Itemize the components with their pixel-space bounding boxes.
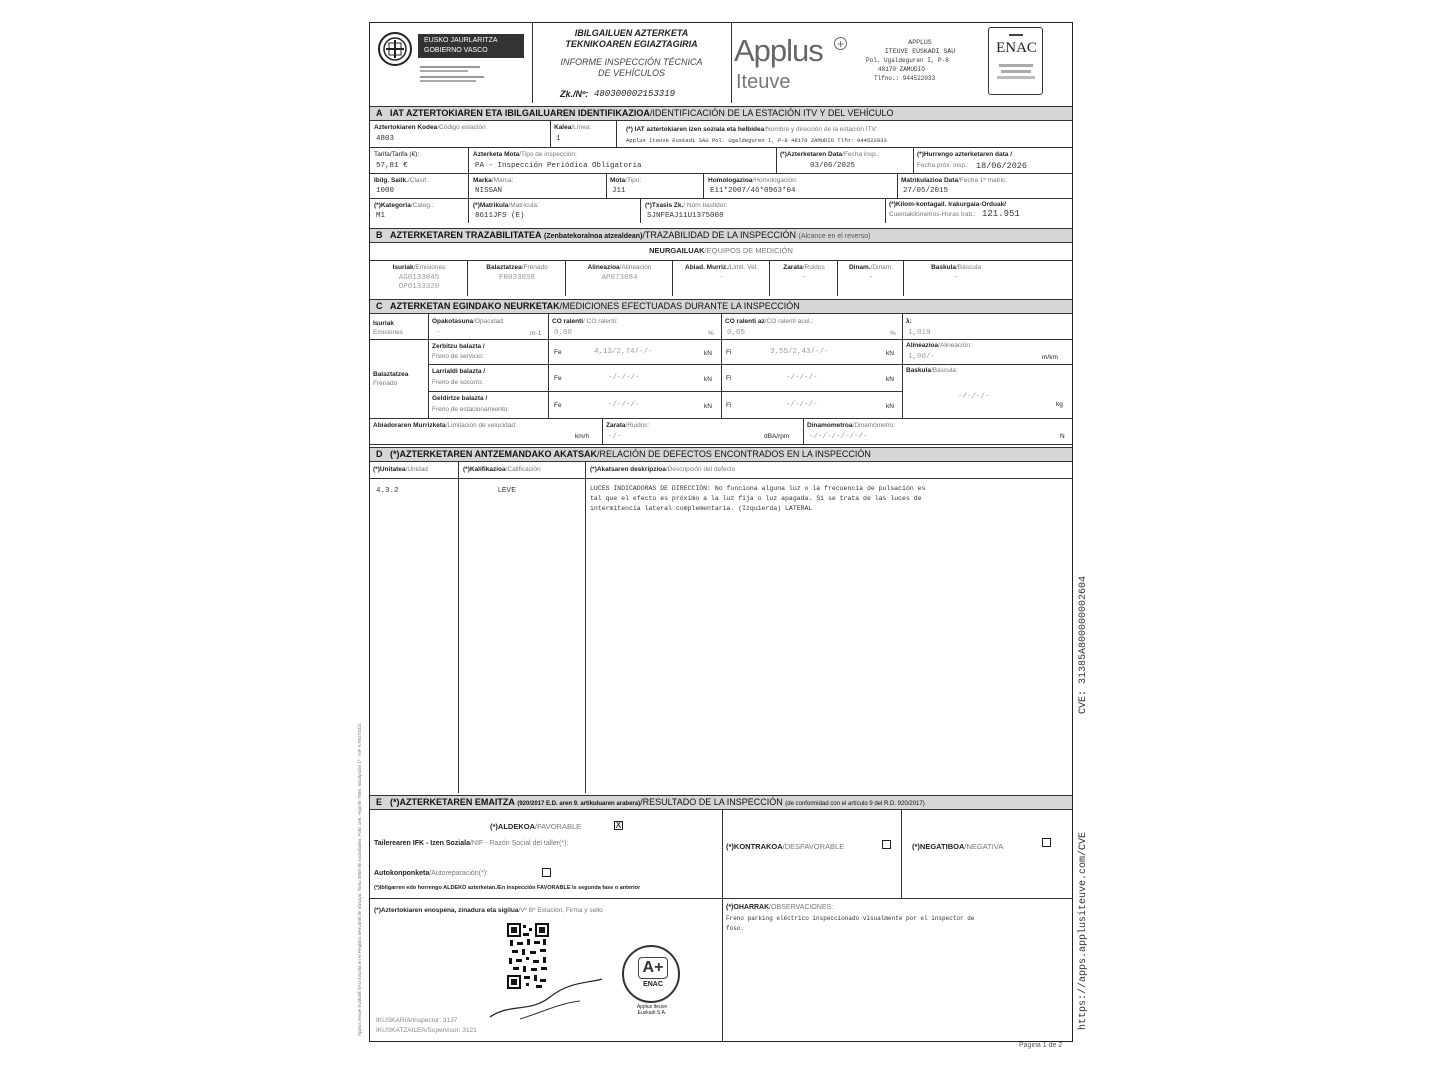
report-title-block bbox=[532, 23, 731, 103]
scale-label: Baskula/Báscula: bbox=[906, 367, 958, 374]
homologation: E11*2007/46*0963*04 bbox=[710, 187, 796, 195]
category-label: (*)Kategoria/Categ.: bbox=[374, 202, 434, 209]
company-line-3: Pol. Ugaldeguren I, P-8 bbox=[866, 57, 949, 64]
odometer-label: (*)Kilom-kontagail. Irakurgaia-Orduak/ bbox=[889, 201, 1007, 208]
opacity-unit: m-1 bbox=[530, 330, 542, 337]
section-c-letter: C bbox=[376, 301, 383, 311]
stamp-sub-text: Applus Iteuve Euskadi S.A. bbox=[636, 1004, 668, 1016]
speed-limiter-unit: km/h bbox=[575, 433, 590, 440]
equipment-value: FR033058 bbox=[498, 274, 535, 282]
next-date-label-es: Fecha próx. insp.: bbox=[917, 162, 969, 169]
opacity-label: Opakotasuna/Opacidad: bbox=[432, 318, 505, 325]
section-e-title: (*)AZTERKETAREN EMAITZA bbox=[390, 797, 515, 807]
parking-brake-label-es: Freno de estacionamiento: bbox=[432, 406, 509, 413]
negative-label: (*)NEGATIBOA/NEGATIVA bbox=[912, 842, 1004, 851]
fee-label: Tarifa/Tarifa (€): bbox=[374, 151, 420, 158]
homologation-label: Homologazioa/Homologación: bbox=[708, 177, 798, 184]
brakes-label: Balaztatzea bbox=[373, 371, 409, 378]
section-a-title: IAT AZTERTOKIAREN ETA IBILGAILUAREN IDENTIFIKAZIOA bbox=[390, 108, 650, 118]
defect-description-3: intermitencia lateral complementaria. (Izquierda) LATERAL bbox=[590, 505, 813, 512]
url-text: https://apps.applusiteuve.com/CVE bbox=[1078, 831, 1089, 1030]
section-a-header bbox=[370, 106, 1072, 121]
self-repair-label: Autokonponketa/Autoreparación(*): bbox=[374, 870, 488, 877]
gov-department-lines bbox=[420, 64, 490, 90]
noise-unit: dBA/rpm bbox=[764, 433, 790, 440]
station-code: 4803 bbox=[376, 135, 395, 143]
self-repair-checkbox[interactable] bbox=[542, 868, 551, 877]
equipment-value: - bbox=[953, 274, 959, 282]
next-date-label: (*)Hurrengo azterketaren data / bbox=[917, 151, 1012, 158]
section-e-title-note: (de conformidad con el artículo 9 del R.D. 920/2017) bbox=[785, 801, 925, 807]
inspector-label: IKUSKARIA/Inspector: 3137 bbox=[376, 1017, 458, 1024]
title-eu-1: IBILGAILUEN AZTERKETA bbox=[574, 28, 689, 38]
title-es-2: DE VEHÍCULOS bbox=[597, 68, 666, 78]
speed-limiter-label: Abiadoraren Murrizketa/Limitación de velocidad: bbox=[373, 422, 517, 429]
report-number-label: Zk./Nº: bbox=[560, 89, 589, 99]
side-url bbox=[1078, 770, 1092, 1030]
side-legal-text bbox=[357, 436, 365, 1036]
equipment-value: - bbox=[868, 274, 874, 282]
parking-fi-unit: kN bbox=[886, 403, 894, 410]
emergency-fi-unit: kN bbox=[886, 376, 894, 383]
emergency-fe-value: -/-/-/- bbox=[608, 374, 640, 382]
station-code-label: Aztertokiaren Kodea/Código estación: bbox=[374, 124, 488, 131]
defect-row bbox=[370, 485, 1072, 521]
registration-date-label: Matrikulazioa Data/Fecha 1ª matric. bbox=[901, 177, 1008, 184]
favorable-checkbox[interactable]: X bbox=[615, 821, 622, 831]
co-fast-value: 0,05 bbox=[727, 329, 746, 337]
header bbox=[370, 23, 1072, 103]
unfavorable-label: (*)KONTRAKOA/DESFAVORABLE bbox=[726, 842, 845, 851]
emissions-label: Isuriak bbox=[373, 320, 394, 327]
scale-unit: kg bbox=[1056, 401, 1063, 408]
line-value: 1 bbox=[556, 135, 561, 143]
inspection-date: 03/06/2025 bbox=[810, 162, 856, 170]
service-fi-label: Fi bbox=[726, 349, 732, 356]
equipment-label: Zarata/Ruidos bbox=[783, 264, 825, 271]
side-cve bbox=[1078, 534, 1092, 714]
workshop-label: Tailerearen IFK - Izen Soziala/NIF - Razón Social del taller(*): bbox=[374, 840, 569, 847]
applus-logo bbox=[734, 33, 854, 95]
co-idle-label: CO ralenti/ CO ralenti: bbox=[552, 318, 618, 325]
observations-label: (*)OHARRAK/OBSERVACIONES: bbox=[726, 904, 834, 911]
defect-description-2: tal que el efecto es próximo a la luz fija o luz apagada. Si se trata de las luces de bbox=[590, 495, 922, 502]
self-repair-note: (*)Ibilgarren edo horrengo ALDEKO azterketan./En inspección FAVORABLE ls segunda fase o anterior bbox=[374, 885, 641, 891]
stamp-label: (*)Aztertokiaren enospena, zinadura eta sigilua/Vº Bº Estación, Firma y sello bbox=[374, 907, 603, 914]
emergency-fi-label: Fi bbox=[726, 375, 732, 382]
parking-fi-value: -/-/-/- bbox=[786, 401, 818, 409]
inspection-report-page bbox=[369, 22, 1073, 1049]
service-fi-unit: kN bbox=[886, 350, 894, 357]
section-d-title: (*)AZTERKETAREN ANTZEMANDAKO AKATSAK bbox=[390, 449, 597, 459]
defect-description-1: LUCES INDICADORAS DE DIRECCIÓN: No funciona alguna luz o la frecuencia de pulsación es bbox=[590, 485, 926, 492]
dyno-value: -/-/-/-/-/-/- bbox=[809, 433, 868, 441]
section-b-header bbox=[370, 228, 1072, 243]
equipment-title: NEURGAILUAK/EQUIPOS DE MEDICIÓN bbox=[649, 246, 793, 255]
section-b-title-mid: (Zenbatekoralnoa atzealdean) bbox=[544, 233, 643, 240]
equipment-cell bbox=[904, 260, 1008, 296]
fee-value: 57,81 € bbox=[376, 162, 408, 170]
report-number: 480300002153319 bbox=[594, 89, 676, 99]
parking-fe-unit: kN bbox=[704, 403, 712, 410]
parking-brake-label: Geldirtze balazta / bbox=[432, 395, 488, 402]
brand-main: Applus bbox=[734, 33, 823, 68]
station-name-label: (*) IAT aztertokiaren izen soziala eta helbidea/Nombre y dirección de la estación ITV: bbox=[626, 126, 878, 133]
company-line-4: 48170 ZAMUDIO bbox=[878, 66, 925, 73]
co-idle-unit: % bbox=[708, 330, 714, 337]
inspection-form bbox=[369, 22, 1073, 1042]
section-a-title-es: /IDENTIFICACIÓN DE LA ESTACIÓN ITV Y DEL VEHÍCULO bbox=[649, 108, 894, 118]
brand-sub: Iteuve bbox=[736, 71, 791, 93]
gov-logo bbox=[376, 28, 532, 98]
section-e-title-mid: (920/2017 E.D. aren 9. artikuluaren arabera) bbox=[517, 801, 641, 807]
co-fast-label: CO ralenti az/CO ralenti acel.: bbox=[725, 318, 814, 325]
title-eu-2: TEKNIKOAREN EGIAZTAGIRIA bbox=[565, 39, 698, 49]
brakes-label-es: Frenado bbox=[373, 380, 398, 387]
dyno-unit: N bbox=[1060, 433, 1065, 440]
alignment-unit: m/km bbox=[1042, 354, 1058, 361]
title-es-1: INFORME INSPECCIÓN TÉCNICA bbox=[560, 57, 703, 67]
model-label: Mota/Tipo: bbox=[610, 177, 642, 184]
model: J11 bbox=[612, 187, 626, 195]
equipment-cell bbox=[838, 260, 904, 296]
odometer: 121.951 bbox=[982, 209, 1020, 219]
scale-value: -/-/-/- bbox=[958, 393, 990, 401]
co-idle-value: 0,00 bbox=[554, 329, 573, 337]
company-line-1: APPLUS bbox=[908, 39, 932, 46]
equipment-label: Alineazioa/Alineación bbox=[587, 264, 652, 271]
equipment-cell bbox=[770, 260, 838, 296]
next-date: 18/06/2026 bbox=[976, 161, 1028, 171]
plate: 8611JFS (E) bbox=[475, 212, 525, 220]
alignment-label: Alineazioa/Alineación: bbox=[906, 342, 972, 349]
equipment-label: Balaztatzea/Frenado bbox=[486, 264, 548, 271]
category: M1 bbox=[376, 212, 386, 220]
crown-icon bbox=[1009, 30, 1023, 36]
col-desc-header: (*)Akatsaren deskripzioa/Descripción del defecto bbox=[590, 466, 736, 473]
section-a-letter: A bbox=[376, 108, 383, 118]
equipment-value: AP073084 bbox=[601, 274, 638, 282]
noise-value: -/- bbox=[608, 433, 622, 441]
plus-icon: + bbox=[834, 37, 847, 50]
co-fast-unit: % bbox=[890, 330, 896, 337]
gov-name-box bbox=[418, 34, 524, 58]
defect-unit: 4.3.2 bbox=[376, 487, 399, 495]
make-label: Marka/Marca: bbox=[473, 177, 514, 184]
dyno-label: Dinamometroa/Dinamómetro: bbox=[807, 422, 896, 429]
col-rating-header: (*)Kalifikazioa/Calificación bbox=[463, 466, 541, 473]
line-label: Kalea/Línea: bbox=[554, 124, 592, 131]
emissions-label-es: Emisiones bbox=[373, 329, 403, 336]
section-b-title: AZTERKETAREN TRAZABILITATEA bbox=[390, 230, 542, 240]
section-c-title: AZTERKETAN EGINDAKO NEURKETAK bbox=[390, 301, 560, 311]
plate-label: (*)Matrikula/Matrícula: bbox=[473, 202, 539, 209]
section-e-title-es: /RESULTADO DE LA INSPECCIÓN bbox=[640, 797, 783, 807]
inspection-type-label: Azterketa Mota/Tipo de inspección: bbox=[473, 151, 577, 158]
section-d-header bbox=[370, 447, 1072, 462]
parking-fi-label: Fi bbox=[726, 402, 732, 409]
section-b-title-note: (Alcance en el reverso) bbox=[798, 233, 871, 240]
emergency-brake-label-es: Freno de socorro: bbox=[432, 379, 484, 386]
section-e-header bbox=[370, 795, 1072, 810]
legal-text: Applus Iteuve Euskadi SAU inscrita en el Registro Mercantil de Vizcaya, Tomo 3858 de sociedades, Folio 166, Hoja BI-7666, Inscripción 1ª · NIF A-95273311 bbox=[357, 723, 362, 1036]
section-c-title-es: /MEDICIONES EFECTUADAS DURANTE LA INSPECCIÓN bbox=[559, 301, 800, 311]
section-e-letter: E bbox=[376, 797, 383, 807]
alignment-value: 1,00/- bbox=[908, 353, 936, 361]
supervisor-label: IKUSKATZAILEA/Supervisor: 3121 bbox=[376, 1027, 477, 1034]
section-d-title-es: /RELACIÓN DE DEFECTOS ENCONTRADOS EN LA INSPECCIÓN bbox=[596, 449, 871, 459]
gov-line-1: EUSKO JAURLARITZA bbox=[424, 37, 498, 44]
noise-label: Zarata/Ruidos: bbox=[606, 422, 650, 429]
odometer-label-es: Cuentakilómetros-Horas trab.: bbox=[889, 211, 976, 218]
cve-text: CVE: 31385A800000002604 bbox=[1078, 575, 1089, 714]
negative-checkbox[interactable] bbox=[1042, 838, 1051, 847]
enac-text: ENAC bbox=[996, 40, 1037, 56]
inspection-date-label: (*)Azterketaren Data/Fecha insp.: bbox=[780, 151, 880, 158]
gov-line-2: GOBIERNO VASCO bbox=[424, 47, 488, 54]
page-number: Página 1 de 2 bbox=[1019, 1042, 1063, 1049]
unfavorable-checkbox[interactable] bbox=[882, 840, 891, 849]
station-name: Applus Iteuve Euskadi SAU Pol. Ugaldeguren I, P-8 48170 ZAMUDIO Tlfn: 944522033 bbox=[626, 137, 887, 144]
equipment-cell bbox=[673, 260, 770, 296]
service-brake-label: Zerbitzu balazta / bbox=[432, 343, 485, 350]
signature bbox=[480, 973, 610, 1023]
vehicle-class-label: Ibilg. Sailk./Clasif.: bbox=[374, 177, 430, 184]
service-fi-value: 3,55/2,43/-/- bbox=[770, 348, 829, 356]
parking-fe-value: -/-/-/- bbox=[608, 401, 640, 409]
enac-logo bbox=[988, 27, 1043, 95]
stamp-plus-icon: A+ bbox=[638, 957, 668, 979]
company-stamp bbox=[622, 945, 680, 1003]
defect-rating: LEVE bbox=[498, 487, 516, 494]
coat-of-arms-icon bbox=[376, 30, 414, 68]
observations-line-2: foso. bbox=[726, 925, 745, 932]
parking-fe-label: Fe bbox=[554, 402, 562, 409]
equipment-cell bbox=[370, 260, 468, 296]
col-unit-header: (*)Unitatea/Unidad bbox=[373, 466, 428, 473]
equipment-label: Dinam./Dinam. bbox=[848, 264, 894, 271]
section-b-title-es: /TRAZABILIDAD DE LA INSPECCIÓN bbox=[642, 230, 796, 240]
company-line-5: Tlfno.: 944522033 bbox=[874, 75, 936, 82]
section-b-letter: B bbox=[376, 230, 383, 240]
service-fe-value: 4,13/2,74/-/- bbox=[594, 348, 653, 356]
equipment-value-2: OP0133320 bbox=[398, 283, 440, 291]
favorable-label: (*)ALDEKOA/FAVORABLE bbox=[490, 822, 582, 831]
lambda-label: λ: bbox=[906, 318, 912, 325]
observations-line-1: Freno parking eléctrico inspeccionado visualmente por el inspector de bbox=[726, 915, 975, 922]
vin: SJNFEAJ11U1375008 bbox=[647, 212, 724, 220]
section-d-letter: D bbox=[376, 449, 383, 459]
service-fe-label: Fe bbox=[554, 349, 562, 356]
equipment-cell bbox=[468, 260, 566, 296]
emergency-fe-label: Fe bbox=[554, 375, 562, 382]
equipment-label: Abiad. Murriz./Limit. Vel. bbox=[685, 264, 758, 271]
vehicle-class: 1000 bbox=[376, 187, 395, 195]
equipment-value: - bbox=[801, 274, 807, 282]
opacity-value: - bbox=[436, 329, 441, 337]
inspection-type: PA - Inspección Periódica Obligatoria bbox=[475, 162, 642, 170]
equipment-value: AG0133845 bbox=[398, 274, 440, 282]
emergency-brake-label: Larrialdi balazta / bbox=[432, 368, 486, 375]
equipment-value: - bbox=[719, 274, 724, 282]
service-brake-label-es: Freno de servicio: bbox=[432, 353, 484, 360]
equipment-cell bbox=[566, 260, 673, 296]
make: NISSAN bbox=[475, 187, 503, 195]
lambda-value: 1,019 bbox=[908, 329, 931, 337]
service-fe-unit: kN bbox=[704, 350, 712, 357]
company-address bbox=[860, 39, 980, 99]
company-line-2: ITEUVE EUSKADI SAU bbox=[884, 48, 956, 55]
equipment-label: Baskula/Báscula bbox=[931, 264, 981, 271]
emergency-fe-unit: kN bbox=[704, 376, 712, 383]
section-c-header bbox=[370, 299, 1072, 314]
emergency-fi-value: -/-/-/- bbox=[786, 374, 818, 382]
vin-label: (*)Txasis Zk./ Núm bastidor: bbox=[645, 202, 728, 209]
equipment-label: Isuriak/Emisiones bbox=[392, 264, 446, 271]
stamp-logo-text: ENAC bbox=[643, 981, 663, 988]
registration-date: 27/05/2015 bbox=[903, 187, 949, 195]
